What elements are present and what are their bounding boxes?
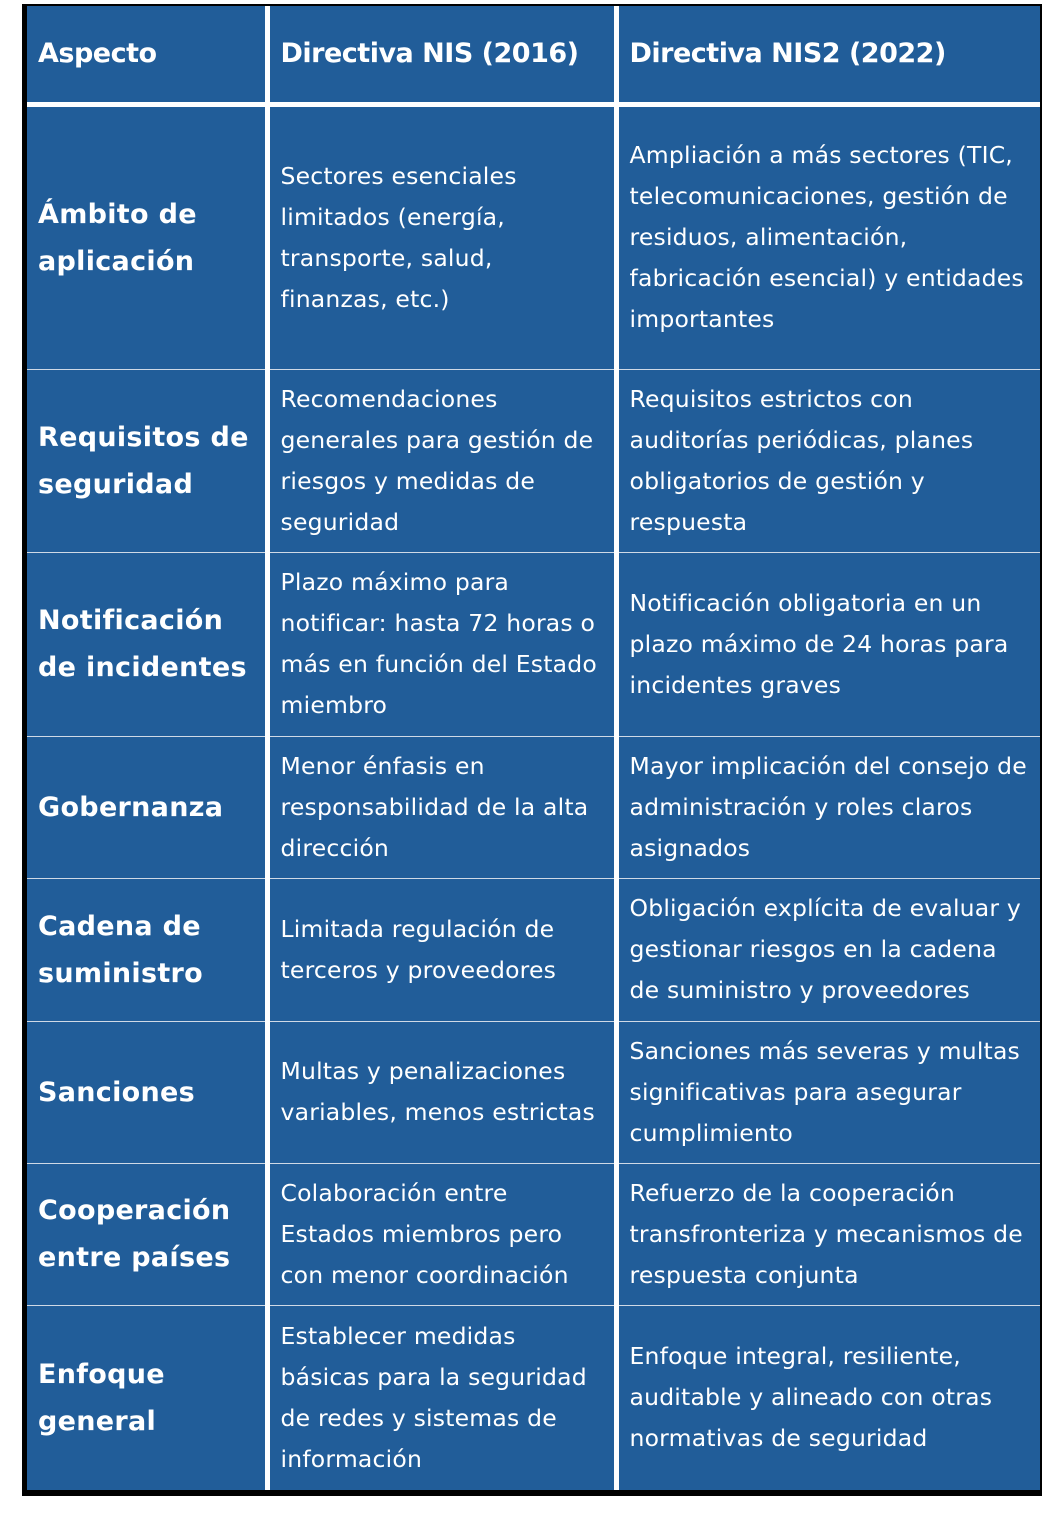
table-row (27, 552, 1040, 736)
row-nis2-value: Ampliación a más sectores (TIC, telecomunicaciones, gestión de residuos, alimentación, fabricación esencial) y entidades importantes (616, 104, 1040, 369)
row-aspect: Requisitos de seguridad (27, 369, 267, 552)
header-row (27, 6, 1040, 104)
row-nis-value: Plazo máximo para notificar: hasta 72 horas o más en función del Estado miembro (267, 552, 616, 736)
row-aspect: Gobernanza (27, 736, 267, 878)
row-nis2-value: Refuerzo de la cooperación transfronteriza y mecanismos de respuesta conjunta (616, 1163, 1040, 1305)
row-nis2-value: Requisitos estrictos con auditorías periódicas, planes obligatorios de gestión y respuesta (616, 369, 1040, 552)
row-nis2-value: Sanciones más severas y multas significativas para asegurar cumplimiento (616, 1021, 1040, 1163)
row-aspect: Cooperación entre países (27, 1163, 267, 1305)
row-nis-value: Menor énfasis en responsabilidad de la alta dirección (267, 736, 616, 878)
row-aspect: Sanciones (27, 1021, 267, 1163)
row-nis-value: Sectores esenciales limitados (energía, transporte, salud, finanzas, etc.) (267, 104, 616, 369)
header-nis2-2022: Directiva NIS2 (2022) (616, 6, 1040, 104)
row-aspect: Notificación de incidentes (27, 552, 267, 736)
table-row (27, 1305, 1040, 1490)
row-nis2-value: Enfoque integral, resiliente, auditable y alineado con otras normativas de seguridad (616, 1305, 1040, 1490)
row-nis-value: Limitada regulación de terceros y proveedores (267, 878, 616, 1021)
row-nis2-value: Mayor implicación del consejo de administración y roles claros asignados (616, 736, 1040, 878)
row-aspect: Cadena de suministro (27, 878, 267, 1021)
comparison-table (27, 6, 1040, 1490)
row-nis2-value: Obligación explícita de evaluar y gestionar riesgos en la cadena de suministro y proveedores (616, 878, 1040, 1021)
table-row (27, 736, 1040, 878)
row-nis2-value: Notificación obligatoria en un plazo máximo de 24 horas para incidentes graves (616, 552, 1040, 736)
row-aspect: Ámbito de aplicación (27, 104, 267, 369)
row-nis-value: Multas y penalizaciones variables, menos estrictas (267, 1021, 616, 1163)
row-nis-value: Establecer medidas básicas para la seguridad de redes y sistemas de información (267, 1305, 616, 1490)
table-row (27, 1021, 1040, 1163)
table-row (27, 369, 1040, 552)
row-aspect: Enfoque general (27, 1305, 267, 1490)
table-row (27, 878, 1040, 1021)
header-aspecto: Aspecto (27, 6, 267, 104)
row-nis-value: Colaboración entre Estados miembros pero con menor coordinación (267, 1163, 616, 1305)
table-row (27, 104, 1040, 369)
header-nis-2016: Directiva NIS (2016) (267, 6, 616, 104)
table-row (27, 1163, 1040, 1305)
row-nis-value: Recomendaciones generales para gestión de riesgos y medidas de seguridad (267, 369, 616, 552)
